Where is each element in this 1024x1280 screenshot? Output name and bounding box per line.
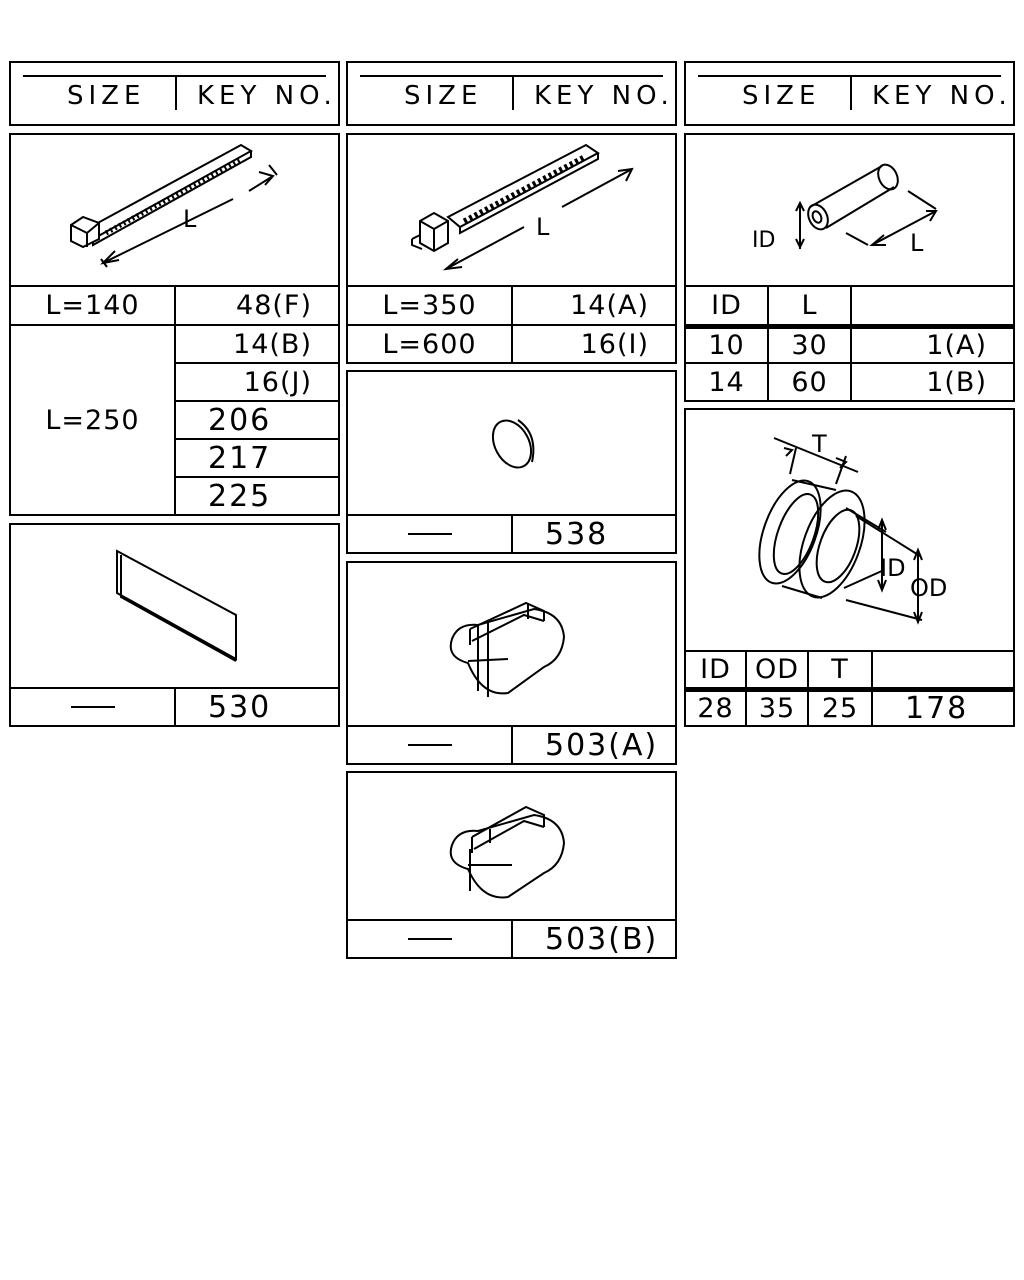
key-no-header: KEY NO. <box>197 81 337 111</box>
grommet-key-header <box>871 650 1015 689</box>
plate-panel <box>9 523 340 689</box>
tube-l-cell: 30 <box>767 324 852 364</box>
grommet-panel <box>684 408 1015 652</box>
header-separator <box>175 77 177 110</box>
l-dimension-label: L <box>910 229 924 257</box>
header-separator <box>512 77 514 110</box>
size-cell: L=600 <box>346 324 513 364</box>
size-cell: L=250 <box>9 324 176 516</box>
key-cell: 217 <box>174 438 340 478</box>
key-cell: 16(I) <box>511 324 677 364</box>
key-no-header: KEY NO. <box>872 81 1012 111</box>
key-cell: 48(F) <box>174 285 340 326</box>
od-dimension-label: OD <box>910 574 948 602</box>
block-b-panel <box>346 771 677 921</box>
disc-illustration <box>348 372 675 514</box>
key-cell: 14(B) <box>174 324 340 364</box>
key-cell: 14(A) <box>511 285 677 326</box>
key-cell: 1(B) <box>850 362 1015 402</box>
header-col1 <box>9 61 340 126</box>
key-cell: 178 <box>871 687 1015 727</box>
dash-mark <box>408 938 452 940</box>
key-cell: 530 <box>174 687 340 727</box>
tube-l-header: L <box>767 285 852 326</box>
cable-tie-illustration <box>11 135 338 285</box>
size-cell <box>346 514 513 554</box>
size-cell <box>346 725 513 765</box>
tube-id-cell: 10 <box>684 324 769 364</box>
tube-illustration <box>686 135 1013 285</box>
disc-panel <box>346 370 677 516</box>
size-cell <box>9 687 176 727</box>
grommet-od-cell: 35 <box>745 687 809 727</box>
header-col3 <box>684 61 1015 126</box>
size-cell: L=350 <box>346 285 513 326</box>
block-a-panel <box>346 561 677 727</box>
header-separator <box>850 77 852 110</box>
t-dimension-label: T <box>812 430 827 458</box>
tube-id-header: ID <box>684 285 769 326</box>
plate-illustration <box>11 525 338 687</box>
block-a-illustration <box>348 563 675 725</box>
key-cell: 538 <box>511 514 677 554</box>
dimension-l-label: L <box>536 213 550 241</box>
tube-id-cell: 14 <box>684 362 769 402</box>
dash-mark <box>71 706 115 708</box>
size-cell: L=140 <box>9 285 176 326</box>
grommet-id-header: ID <box>684 650 747 689</box>
dash-mark <box>408 533 452 535</box>
size-header: SIZE <box>742 81 821 111</box>
dash-mark <box>408 744 452 746</box>
grommet-illustration <box>686 410 1013 650</box>
key-cell: 1(A) <box>850 324 1015 364</box>
size-header: SIZE <box>67 81 146 111</box>
tube-l-cell: 60 <box>767 362 852 402</box>
tube-panel <box>684 133 1015 287</box>
grommet-id-cell: 28 <box>684 687 747 727</box>
key-cell: 206 <box>174 400 340 440</box>
size-header: SIZE <box>404 81 483 111</box>
key-cell: 225 <box>174 476 340 516</box>
header-col2 <box>346 61 677 126</box>
block-b-illustration <box>348 773 675 919</box>
id-dimension-label: ID <box>880 554 906 582</box>
key-cell: 16(J) <box>174 362 340 402</box>
cable-tie-long-panel <box>346 133 677 287</box>
id-dimension-label: ID <box>752 228 776 253</box>
dimension-l-label: L <box>183 205 197 233</box>
key-cell: 503(B) <box>511 919 677 959</box>
key-cell: 503(A) <box>511 725 677 765</box>
cable-tie-illustration <box>348 135 675 285</box>
cable-tie-short-panel <box>9 133 340 287</box>
grommet-t-cell: 25 <box>807 687 873 727</box>
size-cell <box>346 919 513 959</box>
key-no-header: KEY NO. <box>534 81 674 111</box>
grommet-t-header: T <box>807 650 873 689</box>
tube-key-header <box>850 285 1015 326</box>
grommet-od-header: OD <box>745 650 809 689</box>
